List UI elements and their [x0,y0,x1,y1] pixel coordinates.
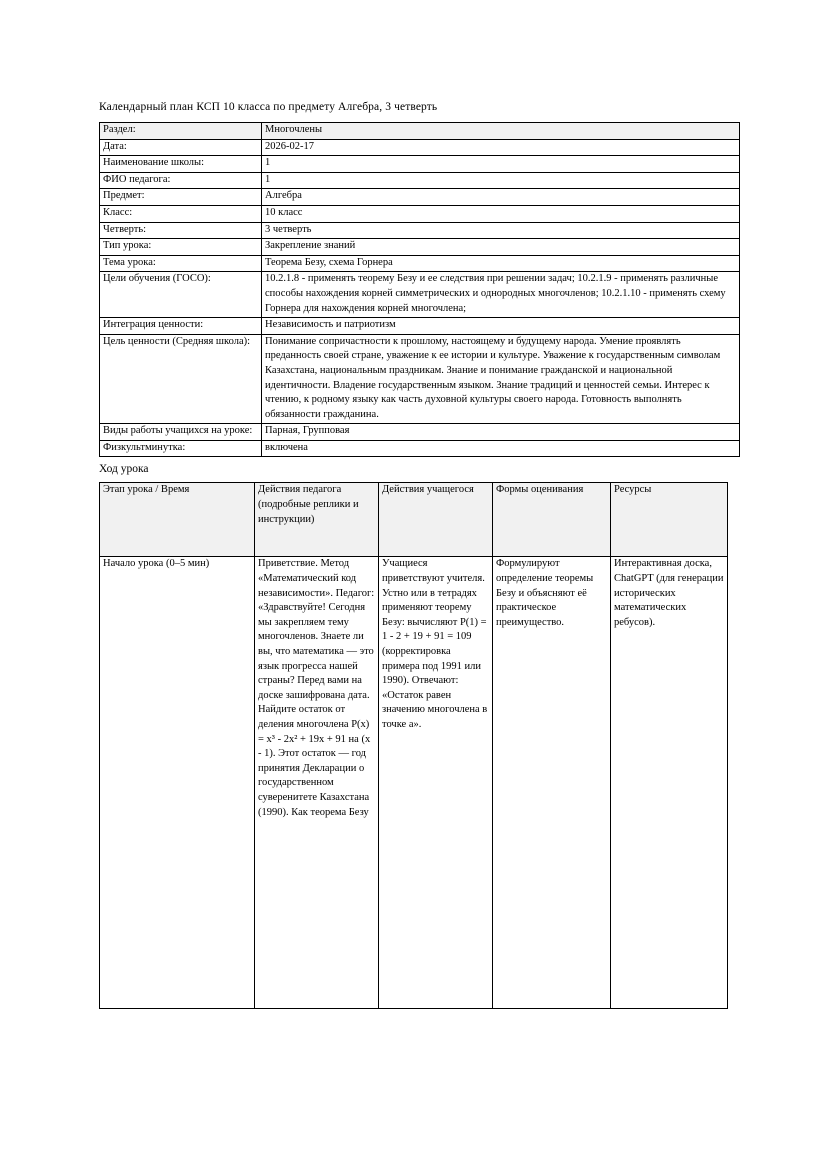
table-row [100,156,740,173]
column-header-student-actions: Действия учащегося [379,483,493,557]
cell-student-actions [379,557,493,1009]
info-value: 2026-02-17 [262,139,740,156]
table-row [100,222,740,239]
lesson-info-table [99,122,740,457]
info-value: Алгебра [262,189,740,206]
info-label: Виды работы учащихся на уроке: [100,424,262,441]
lesson-flow-body [100,557,728,1009]
lesson-flow-head [100,483,728,557]
table-row [100,123,740,140]
info-value: 1 [262,172,740,189]
info-label: Предмет: [100,189,262,206]
table-row [100,318,740,335]
table-row [100,255,740,272]
info-label: Интеграция ценности: [100,318,262,335]
lesson-flow-table [99,482,728,1009]
info-value: 3 четверть [262,222,740,239]
column-header-assessment: Формы оценивания [493,483,611,557]
info-value: Парная, Групповая [262,424,740,441]
cell-stage-text: Начало урока (0–5 мин) [103,558,210,570]
info-label: Четверть: [100,222,262,239]
cell-resources-text: Интерактивная доска, ChatGPT (для генерации исторических математических ребусов). [614,558,724,628]
info-label: ФИО педагога: [100,172,262,189]
table-row [100,557,728,1009]
page-content [99,100,727,1009]
cell-assessment-text: Формулируют определение теоремы Безу и объясняют её практическое преимущество. [496,558,594,628]
table-row [100,272,740,318]
table-row [100,334,740,424]
cell-assessment [493,557,611,1009]
info-value: 1 [262,156,740,173]
table-row [100,440,740,457]
column-header-stage: Этап урока / Время [100,483,255,557]
table-row [100,172,740,189]
lesson-flow-label: Ход урока [99,463,149,476]
info-value: Многочлены [262,123,740,140]
cell-teacher-actions-text: Приветствие. Метод «Математический код независимости». Педагог: «Здравствуйте! Сегодня мы закрепляем тему многочленов. Знаете ли вы, что математика — это язык прогресса нашей страны? Перед вами на доске зашифрована дата. Найдите остаток от деления многочлена P(x) = x³ - 2x² + 19x + 91 на (x - 1). Этот остаток — год принятия Декларации о государственном суверенитете Казахстана (1990). Как теорема Безу [258,558,375,818]
info-label: Класс: [100,205,262,222]
table-row [100,205,740,222]
table-row [100,139,740,156]
info-value: Независимость и патриотизм [262,318,740,335]
table-row [100,424,740,441]
info-value: Теорема Безу, схема Горнера [262,255,740,272]
lesson-info-body [100,123,740,457]
info-value: Понимание сопричастности к прошлому, настоящему и будущему народа. Умение проявлять преданность своей стране, уважение к ее истории и культуре. Уважение к государственным символам Казахстана, национальным праздникам. Знание и понимание гражданской и национальной идентичности. Владение государственным языком. Знание традиций и ценностей семьи. Интерес к чтению, к родному языку как часть духовной культуры своего народа. Готовность выполнять обязанности гражданина. [262,334,740,424]
cell-resources [611,557,728,1009]
info-label: Раздел: [100,123,262,140]
info-label: Цели обучения (ГОСО): [100,272,262,318]
info-value: включена [262,440,740,457]
info-label: Цель ценности (Средняя школа): [100,334,262,424]
cell-teacher-actions [255,557,379,1009]
info-label: Тема урока: [100,255,262,272]
cell-stage [100,557,255,1009]
column-header-resources: Ресурсы [611,483,728,557]
column-header-teacher-actions: Действия педагога (подробные реплики и инструкции) [255,483,379,557]
page-title: Календарный план КСП 10 класса по предмету Алгебра, 3 четверть [99,101,438,113]
table-row [100,239,740,256]
info-label: Тип урока: [100,239,262,256]
table-header-row [100,483,728,557]
table-row [100,189,740,206]
info-value: Закрепление знаний [262,239,740,256]
info-label: Наименование школы: [100,156,262,173]
cell-student-actions-text: Учащиеся приветствуют учителя. Устно или в тетрадях применяют теорему Безу: вычисляют P(1) = 1 - 2 + 19 + 91 = 109 (корректировка примера под 1991 или 1990). Отвечают: «Остаток равен значению многочлена в точке а». [382,558,488,730]
info-label: Физкультминутка: [100,440,262,457]
info-label: Дата: [100,139,262,156]
info-value: 10 класс [262,205,740,222]
info-value: 10.2.1.8 - применять теорему Безу и ее следствия при решении задач; 10.2.1.9 - применять различные способы нахождения корней симметрических и однородных многочленов; 10.2.1.10 - применять схему Горнера для нахождения корней многочлена; [262,272,740,318]
